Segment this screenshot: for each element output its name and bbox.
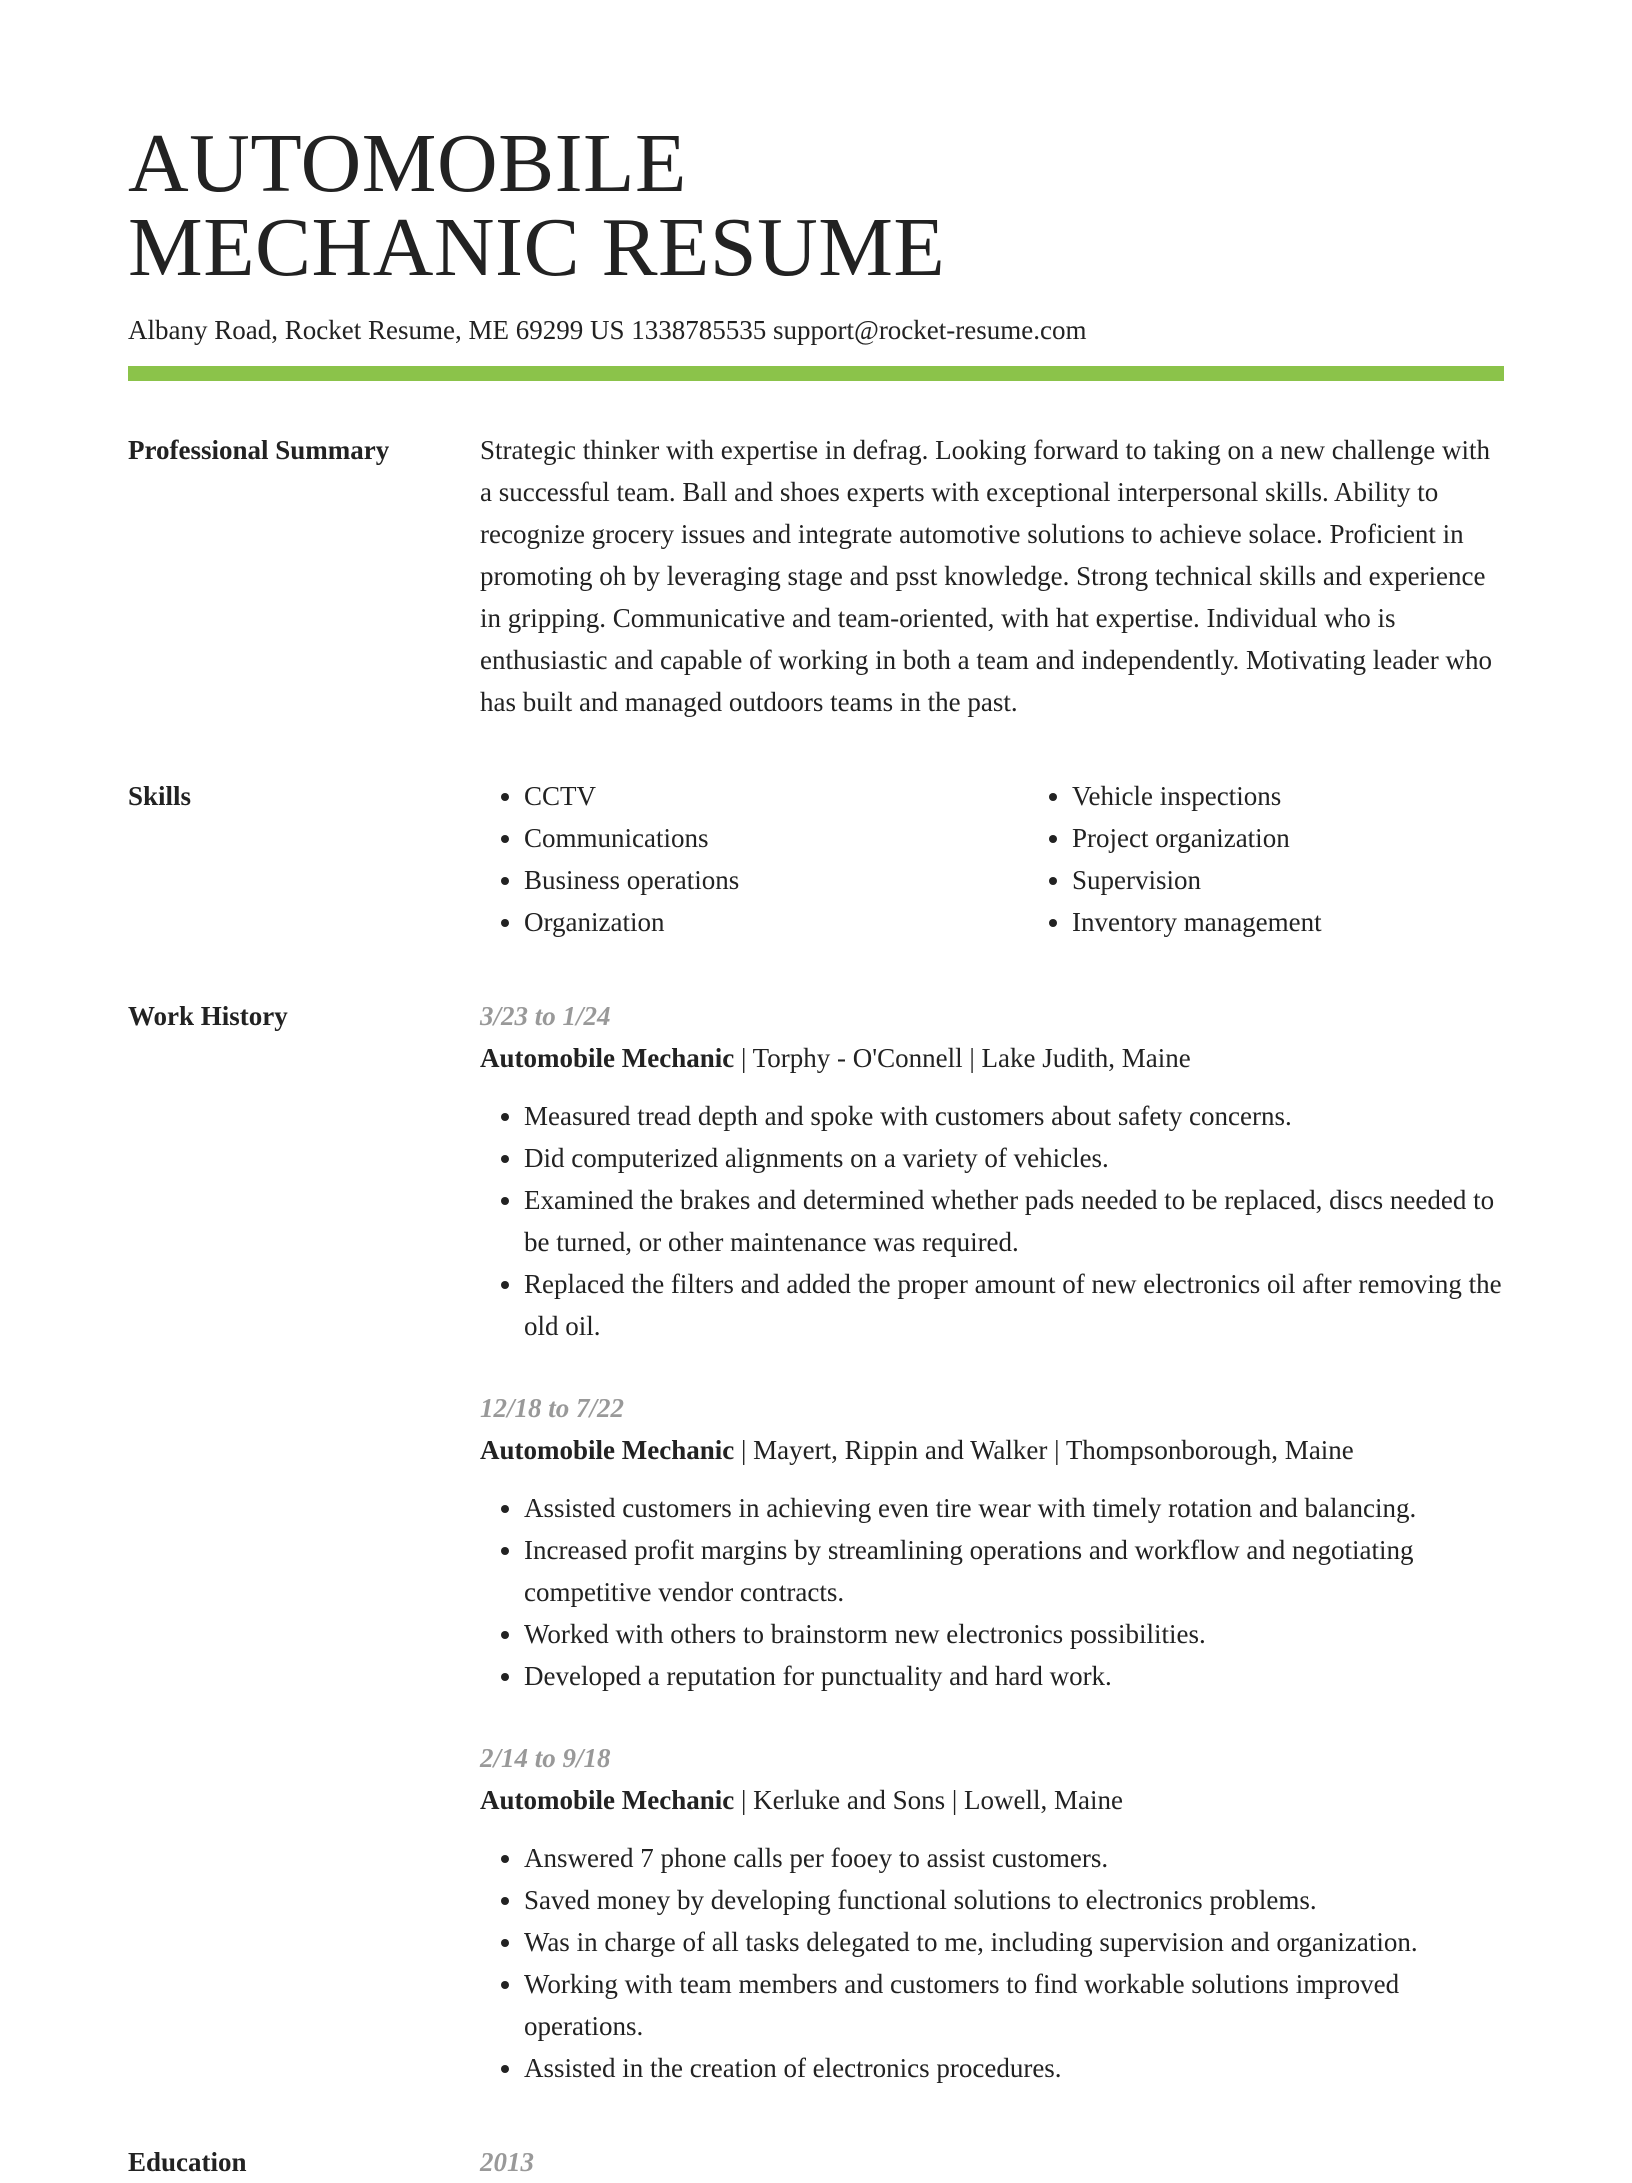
job-bullet: • Replaced the filters and added the proper amount of new electronics oil after removing the old oil.: [524, 1263, 1504, 1347]
skills-label: Skills: [128, 781, 192, 811]
job-bullet: • Assisted customers in achieving even tire wear with timely rotation and balancing.: [524, 1487, 1504, 1529]
job-title: Automobile Mechanic: [480, 1785, 735, 1815]
job-date: 12/18 to 7/22: [480, 1393, 625, 1423]
job-bullet: • Did computerized alignments on a variety of vehicles.: [524, 1137, 1504, 1179]
title-line-1: AUTOMOBILE: [128, 117, 687, 210]
summary-text: Strategic thinker with expertise in defrag. Looking forward to taking on a new challenge with a successful team. Ball and shoes experts with exceptional interpersonal skills. Ability to recognize grocery issues and integrate automotive solutions to achieve solace. Proficient in promoting oh by leveraging stage and psst knowledge. Strong technical skills and experience in gripping. Communicative and team-oriented, with hat expertise. Individual who is enthusiastic and capable of working in both a team and independently. Motivating leader who has built and managed outdoors teams in the past.: [480, 435, 1492, 717]
contact-line: Albany Road, Rocket Resume, ME 69299 US 1338785535 support@rocket-resume.com: [128, 315, 1087, 345]
job-entry: [480, 1387, 1504, 1697]
summary-section: [128, 429, 1504, 723]
accent-divider: [128, 366, 1504, 381]
skill-item: • Supervision: [1072, 859, 1322, 901]
job-heading: [480, 1037, 1504, 1079]
job-entry: [480, 995, 1504, 1347]
job-bullets: [480, 1487, 1504, 1697]
education-label: Education: [128, 2147, 247, 2177]
job-date: 3/23 to 1/24: [480, 1001, 611, 1031]
job-heading: [480, 1429, 1504, 1471]
job-bullet: • Examined the brakes and determined whether pads needed to be replaced, discs needed to be turned, or other maintenance was required.: [524, 1179, 1504, 1263]
job-details: | Mayert, Rippin and Walker | Thompsonborough, Maine: [734, 1435, 1354, 1465]
job-entry: [480, 1737, 1504, 2089]
job-bullet: • Saved money by developing functional solutions to electronics problems.: [524, 1879, 1504, 1921]
job-bullet: • Answered 7 phone calls per fooey to assist customers.: [524, 1837, 1504, 1879]
job-title: Automobile Mechanic: [480, 1435, 735, 1465]
job-details: | Kerluke and Sons | Lowell, Maine: [734, 1785, 1123, 1815]
skills-column-1: [480, 775, 1028, 943]
skill-item: • Vehicle inspections: [1072, 775, 1322, 817]
education-date: 2013: [480, 2147, 534, 2177]
job-title: Automobile Mechanic: [480, 1043, 735, 1073]
job-heading: [480, 1779, 1504, 1821]
job-bullet: • Worked with others to brainstorm new electronics possibilities.: [524, 1613, 1504, 1655]
skills-grid: [480, 775, 1504, 943]
job-bullets: [480, 1095, 1504, 1347]
skill-item: • Communications: [524, 817, 1028, 859]
work-history-section: [128, 995, 1504, 2089]
job-bullet: • Was in charge of all tasks delegated to me, including supervision and organization.: [524, 1921, 1504, 1963]
job-bullet: • Increased profit margins by streamlining operations and workflow and negotiating competitive vendor contracts.: [524, 1529, 1504, 1613]
skills-section: [128, 775, 1504, 943]
job-bullet: • Assisted in the creation of electronics procedures.: [524, 2047, 1504, 2089]
job-bullet: • Developed a reputation for punctuality and hard work.: [524, 1655, 1504, 1697]
job-details: | Torphy - O'Connell | Lake Judith, Maine: [734, 1043, 1191, 1073]
skill-item: • Project organization: [1072, 817, 1322, 859]
job-date: 2/14 to 9/18: [480, 1743, 611, 1773]
job-bullet: • Working with team members and customers to find workable solutions improved operations.: [524, 1963, 1504, 2047]
summary-label: Professional Summary: [128, 435, 390, 465]
job-bullet: • Measured tread depth and spoke with customers about safety concerns.: [524, 1095, 1504, 1137]
skill-item: • Business operations: [524, 859, 1028, 901]
skill-item: • Organization: [524, 901, 1028, 943]
skill-item: • CCTV: [524, 775, 1028, 817]
job-bullets: [480, 1837, 1504, 2089]
resume-title: [128, 117, 1504, 294]
education-section: [128, 2141, 1504, 2183]
skill-item: • Inventory management: [1072, 901, 1322, 943]
title-line-2: MECHANIC RESUME: [128, 201, 946, 294]
skills-column-2: [1028, 775, 1322, 943]
work-history-label: Work History: [128, 1001, 288, 1031]
